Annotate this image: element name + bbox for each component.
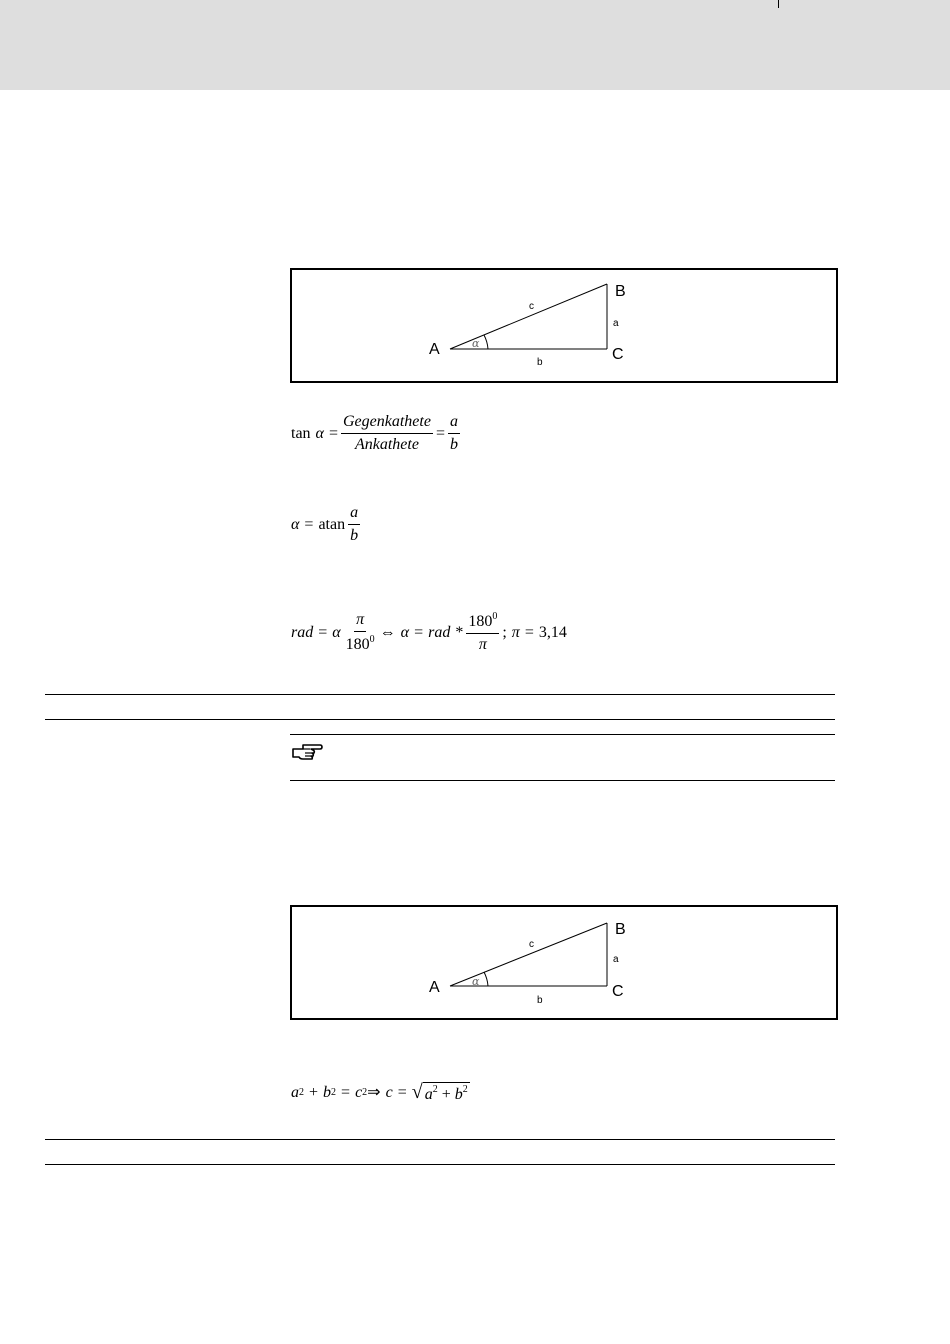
note-rule-bottom <box>290 780 835 781</box>
formula-tan <box>291 414 463 453</box>
pyth-a: a <box>291 1083 299 1101</box>
rad-pi: π <box>354 612 366 632</box>
rad-eq2: = <box>414 623 424 641</box>
pyth-plus: + <box>309 1083 319 1101</box>
pyth-a-sq: 2 <box>299 1086 304 1098</box>
rad-eq3: = <box>524 623 534 641</box>
formula-rad <box>291 612 567 653</box>
vertex-label-c: C <box>612 346 624 363</box>
pyth-eq2: = <box>397 1083 407 1101</box>
atan-alpha: α <box>291 515 300 533</box>
pyth-root-a-sq: 2 <box>432 1084 438 1095</box>
vertex-label-a: A <box>429 341 440 358</box>
triangle-figure-1 <box>290 268 838 383</box>
pyth-root-plus: + <box>441 1086 451 1103</box>
rad-value: 3,14 <box>538 623 567 641</box>
pyth-implies: ⇒ <box>367 1083 381 1101</box>
pyth-root-b-sq: 2 <box>462 1084 468 1095</box>
rad-equiv: ⇔ <box>379 623 396 641</box>
pyth-b-sq: 2 <box>331 1086 337 1098</box>
rad-deg: 180 <box>345 636 370 653</box>
rad-pi3: π <box>511 623 520 641</box>
section-rule-1-top <box>45 694 835 695</box>
pointing-hand-icon <box>291 741 323 763</box>
vertex-label-a: A <box>429 979 440 996</box>
tan-denominator: Ankathete <box>354 436 419 453</box>
header-tick <box>778 0 779 8</box>
side-label-b: b <box>537 357 543 368</box>
angle-arc <box>484 972 488 986</box>
pyth-eq: = <box>341 1083 351 1101</box>
rad-alpha2: α <box>400 623 410 641</box>
side-label-b: b <box>537 995 543 1006</box>
rad-eq: = <box>318 623 328 641</box>
rad-alpha: α <box>332 623 341 641</box>
side-label-c: c <box>529 301 534 312</box>
formula-atan <box>291 505 363 544</box>
triangle-diagram-2 <box>292 907 836 1018</box>
atan-func: atan <box>318 515 346 533</box>
atan-fraction <box>348 505 360 544</box>
pyth-c: c <box>355 1083 363 1101</box>
vertex-label-c: C <box>612 983 624 1000</box>
side-label-a: a <box>613 954 619 965</box>
rad-fraction-1 <box>344 612 377 653</box>
atan-den-b: b <box>350 527 359 544</box>
tan-eq: = <box>328 424 338 442</box>
tan-numerator: Gegenkathete <box>341 414 433 434</box>
vertex-label-b: B <box>615 921 626 938</box>
pyth-sqrt: √ $a^2 + b^2$ <box>411 1081 468 1103</box>
angle-arc <box>484 335 488 349</box>
pyth-b: b <box>323 1083 332 1101</box>
pyth-root-b: b <box>454 1086 463 1103</box>
rad-word2: rad <box>428 623 451 641</box>
angle-label-alpha: α <box>472 337 480 350</box>
pyth-root-a: a <box>424 1086 433 1103</box>
tan-func: tan <box>291 424 311 442</box>
note-rule-top <box>290 734 835 735</box>
rad-fraction-2 <box>466 612 499 653</box>
atan-num-a: a <box>348 505 360 525</box>
tan-alpha: α <box>315 424 324 442</box>
tan-num-a: a <box>448 414 460 434</box>
rad-times: * <box>455 623 464 641</box>
header-band <box>0 0 950 90</box>
side-label-c: c <box>529 939 534 950</box>
rad-deg2: 180 <box>468 613 493 630</box>
section-rule-2-top <box>45 1139 835 1140</box>
rad-pi2: π <box>478 636 487 653</box>
pyth-c-sq: 2 <box>362 1086 368 1098</box>
tan-eq2: = <box>435 424 445 442</box>
vertex-label-b: B <box>615 283 626 300</box>
pyth-c2: c <box>385 1083 393 1101</box>
rad-sep: ; <box>502 623 507 641</box>
side-label-a: a <box>613 318 619 329</box>
section-rule-2-bottom <box>45 1164 835 1165</box>
rad-word: rad <box>291 623 314 641</box>
section-rule-1-bottom <box>45 719 835 720</box>
tan-fraction-ab <box>448 414 460 453</box>
triangle-diagram-1 <box>292 270 836 381</box>
triangle-figure-2 <box>290 905 838 1020</box>
tan-fraction-words <box>341 414 433 453</box>
rad-deg2-sup: 0 <box>492 611 498 622</box>
angle-label-alpha: α <box>472 975 480 988</box>
atan-eq: = <box>304 515 314 533</box>
tan-den-b: b <box>449 436 458 453</box>
formula-pythagoras <box>291 1082 470 1103</box>
rad-deg-sup: 0 <box>369 634 375 645</box>
